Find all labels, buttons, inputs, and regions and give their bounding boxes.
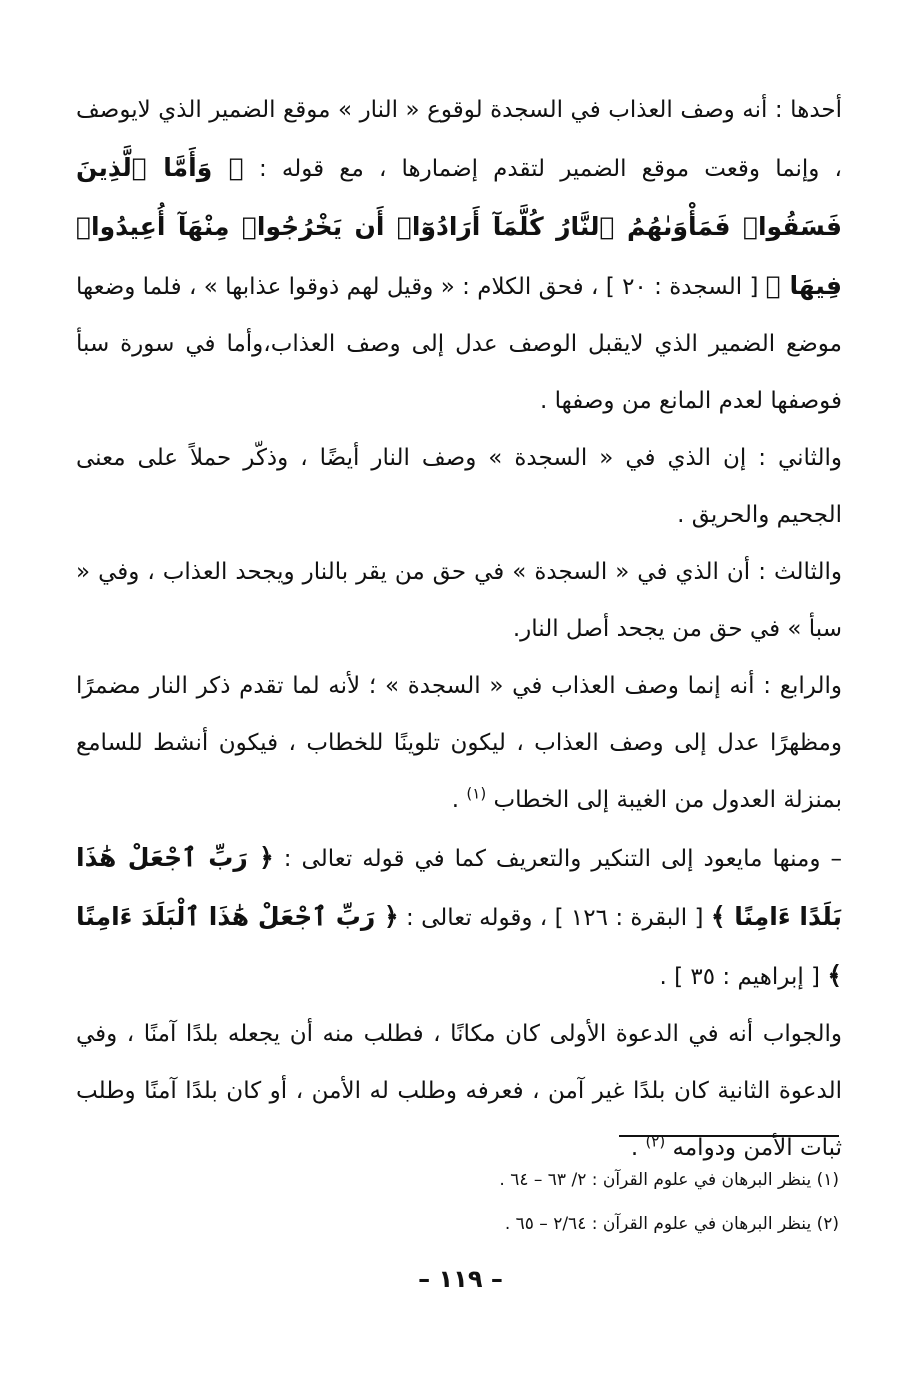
paragraph-text: والرابع : أنه إنما وصف العذاب في « السجدة » ؛ لأنه لما تقدم ذكر النار مضمرًا ومظهرًا عدل إلى وصف العذاب ، ليكون تلوينًا للخطاب ، فيكون أنشط للسامع بمنزلة العدول من الغيبة إلى الخطاب bbox=[76, 673, 842, 813]
paragraph-text: [ السجدة : ٢٠ ] ، فحق الكلام : « وقيل لهم ذوقوا عذابها » ، فلما وضعها موضع الضمير الذي لايقبل الوصف عدل إلى وصف العذاب،وأما في سورة سبأ فوصفها لعدم المانع من وصفها . bbox=[76, 274, 842, 414]
page-number: – ١١٩ – bbox=[418, 1265, 503, 1293]
quran-verse: ﴿ وَأَمَّا ٱلَّذِينَ فَسَقُوا۟ فَمَأْوَىٰهُمُ ٱلنَّارُ كُلَّمَآ أَرَادُوٓا۟ أَن يَخْرُجُوا۟ مِنْهَآ أُعِيدُوا۟ فِيهَا ﴾ bbox=[76, 153, 843, 300]
footnote-reference: (١) bbox=[466, 784, 487, 803]
paragraph-fourth-reason bbox=[76, 658, 842, 829]
footnote-item: (١) ينظر البرهان في علوم القرآن : ٢/ ٦٣ – ٦٤ . bbox=[499, 1170, 839, 1190]
quran-verse: ﴿ رَبِّ ٱجْعَلْ هَٰذَا بَلَدًا ءَامِنًا ﴾ bbox=[76, 843, 842, 931]
paragraph-answer bbox=[76, 1006, 842, 1177]
paragraph-second-reason bbox=[76, 430, 842, 544]
paragraph-end: . bbox=[630, 1135, 646, 1161]
footnote-reference: (٢) bbox=[645, 1132, 666, 1151]
footnote-divider bbox=[619, 1135, 839, 1137]
paragraph-text: والثاني : إن الذي في « السجدة » وصف النار أيضًا ، وذكّر حملاً على معنى الجحيم والحريق . bbox=[76, 445, 842, 528]
paragraph-third-reason bbox=[76, 544, 842, 658]
paragraph-end: . bbox=[451, 787, 467, 813]
page-body bbox=[76, 82, 842, 1177]
paragraph-example bbox=[76, 829, 842, 1006]
footnotes bbox=[339, 1158, 839, 1246]
paragraph-text: [ البقرة : ١٢٦ ] ، وقوله تعالى : bbox=[398, 905, 711, 931]
paragraph-text: – ومنها مايعود إلى التنكير والتعريف كما في قوله تعالى : bbox=[273, 846, 842, 872]
paragraph-first-reason bbox=[76, 82, 842, 430]
footnote-item: (٢) ينظر البرهان في علوم القرآن : ٢/٦٤ – ٦٥ . bbox=[504, 1214, 839, 1234]
paragraph-text: [ إبراهيم : ٣٥ ] . bbox=[659, 964, 828, 990]
paragraph-text: والجواب أنه في الدعوة الأولى كان مكانًا ، فطلب منه أن يجعله بلدًا آمنًا ، وفي الدعوة الثانية كان بلدًا غير آمن ، فعرفه وطلب له الأمن ، أو كان بلدًا آمنًا وطلب ثبات الأمن ودوامه bbox=[76, 1021, 842, 1161]
paragraph-text: والثالث : أن الذي في « السجدة » في حق من يقر بالنار ويجحد العذاب ، وفي « سبأ » في حق من يجحد أصل النار. bbox=[76, 559, 842, 642]
quran-verse: ﴿ رَبِّ ٱجْعَلْ هَٰذَا ٱلْبَلَدَ ءَامِنًا ﴾ bbox=[76, 902, 842, 990]
paragraph-text: أحدها : أنه وصف العذاب في السجدة لوقوع « النار » موقع الضمير الذي لايوصف ، وإنما وقعت موقع الضمير لتقدم إضمارها ، مع قوله : bbox=[76, 97, 842, 182]
